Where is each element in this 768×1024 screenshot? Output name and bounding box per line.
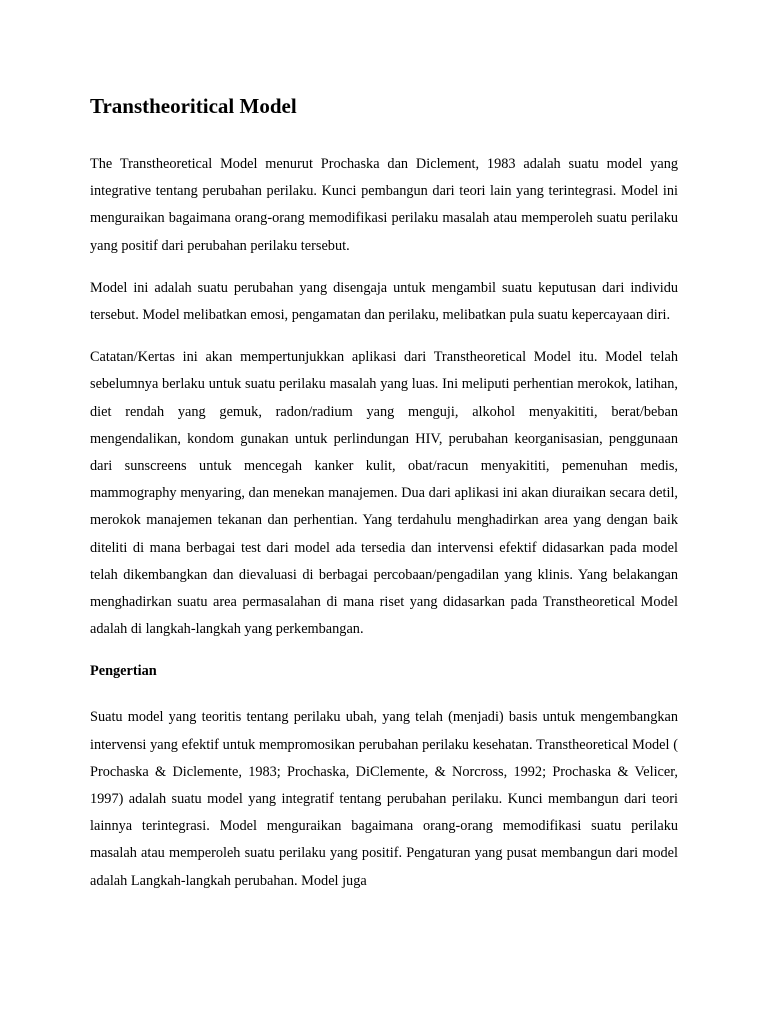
paragraph-intro-3: Catatan/Kertas ini akan mempertunjukkan aplikasi dari Transtheoretical Model itu. Model telah sebelumnya berlaku untuk suatu perilaku masalah yang luas. Ini meliputi perhentian merokok, latihan, diet rendah yang gemuk, radon/radium yang menguji, alkohol menyakititi, berat/beban mengendalikan, kondom gunakan untuk perlindungan HIV, perubahan keorganisasian, penggunaan dari sunscreens untuk mencegah kanker kulit, obat/racun menyakititi, pemenuhan medis, mammography menyaring, dan menekan manajemen. Dua dari aplikasi ini akan diuraikan secara detil, merokok manajemen tekanan dan perhentian. Yang terdahulu menghadirkan area yang dengan baik diteliti di mana berbagai test dari model ada tersedia dan intervensi efektif didasarkan pada model telah dikembangkan dan dievaluasi di berbagai percobaan/pengadilan yang klinis. Yang belakangan menghadirkan suatu area permasalahan di mana riset yang didasarkan pada Transtheoretical Model adalah di langkah-langkah yang perkembangan. bbox=[90, 349, 678, 638]
paragraph-intro-2: Model ini adalah suatu perubahan yang disengaja untuk mengambil suatu keputusan dari individu tersebut. Model melibatkan emosi, pengamatan dan perilaku, melibatkan pula suatu kepercayaan diri. bbox=[90, 279, 678, 324]
paragraph-pengertian: Suatu model yang teoritis tentang perilaku ubah, yang telah (menjadi) basis untuk mengembangkan intervensi yang efektif untuk mempromosikan perubahan perilaku kesehatan. Transtheoretical Model ( Prochaska & Diclemente, 1983; Prochaska, DiClemente, & Norcross, 1992; Prochaska & Velicer, 1997) adalah suatu model yang integratif tentang perubahan perilaku. Kunci membangun dari teori lainnya terintegrasi. Model menguraikan bagaimana orang-orang memodifikasi suatu perilaku masalah atau memperoleh suatu perilaku yang positif. Pengaturan yang pusat membangun dari model adalah Langkah-langkah perubahan. Model juga bbox=[90, 709, 678, 889]
document-title: Transtheoritical Model bbox=[90, 94, 297, 118]
document-page bbox=[90, 92, 678, 910]
section-heading-pengertian: Pengertian bbox=[90, 663, 157, 680]
paragraph-intro-1: The Transtheoretical Model menurut Prochaska dan Diclement, 1983 adalah suatu model yang integrative tentang perubahan perilaku. Kunci pembangun dari teori lain yang terintegrasi. Model ini menguraikan bagaimana orang-orang memodifikasi perilaku masalah atau memperoleh suatu perilaku yang positif dari perubahan perilaku tersebut. bbox=[90, 156, 678, 254]
